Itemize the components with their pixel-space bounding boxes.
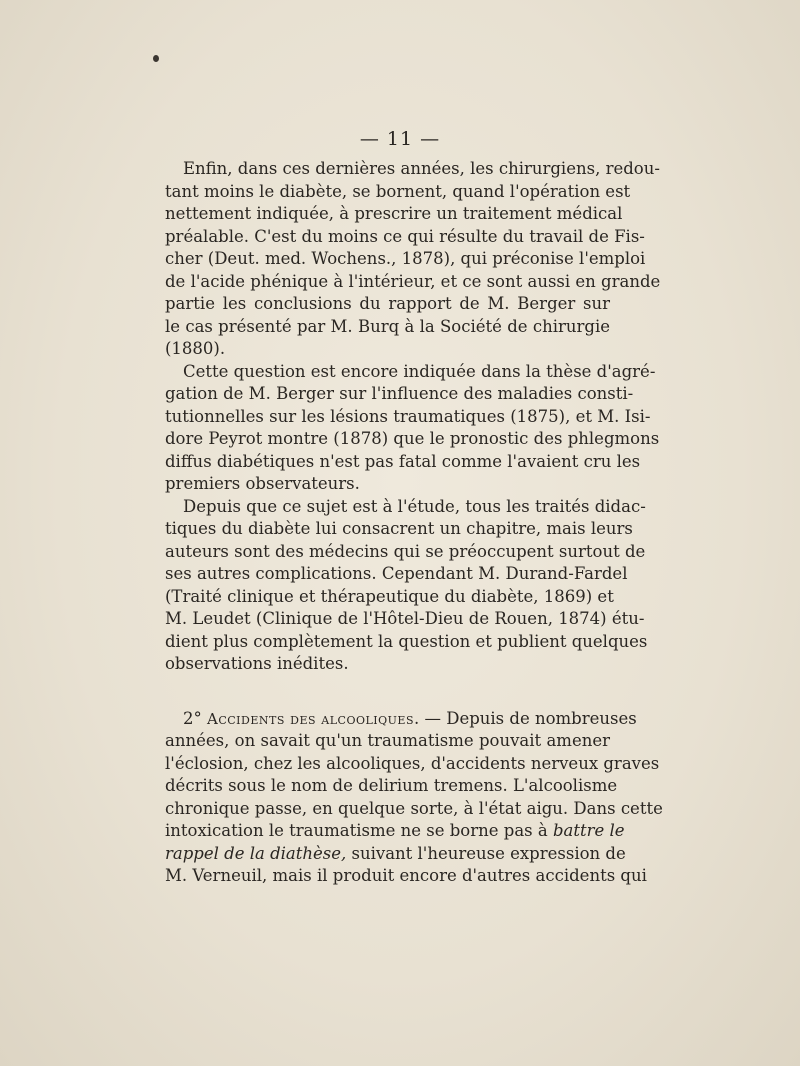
- text-line: (Traité clinique et thérapeutique du diabète, 1869) et: [165, 587, 614, 606]
- text-line: dore Peyrot montre (1878) que le pronostic des phlegmons: [165, 429, 660, 448]
- text-line: M. Leudet (Clinique de l'Hôtel-Dieu de Rouen, 1874) étu-: [165, 609, 645, 628]
- text-line: tutionnelles sur les lésions traumatiques (1875), et M. Isi-: [165, 407, 651, 426]
- section-number: 2°: [183, 709, 202, 728]
- text-line: premiers observateurs.: [165, 474, 360, 493]
- text-line: le cas présenté par M. Burq à la Société de chirurgie: [165, 317, 610, 336]
- section-heading-continuation: . — Depuis de nombreuses: [413, 709, 637, 728]
- text-line: dient plus complètement la question et publient quelques: [165, 632, 648, 651]
- page-number: — 11 —: [359, 128, 441, 150]
- ink-spot: [153, 55, 159, 62]
- text-line: Depuis que ce sujet est à l'étude, tous les traités didac-: [183, 497, 646, 516]
- text-line: partie les conclusions du rapport de M. Berger sur: [165, 294, 610, 313]
- italic-phrase: battre le: [552, 821, 625, 840]
- text-line: tiques du diabète lui consacrent un chapitre, mais leurs: [165, 519, 633, 538]
- text-line: diffus diabétiques n'est pas fatal comme l'avaient cru les: [165, 452, 641, 471]
- text-line: années, on savait qu'un traumatisme pouvait amener: [165, 731, 610, 750]
- text-segment: intoxication le traumatisme ne se borne pas à: [165, 821, 548, 840]
- section-heading-line: [165, 708, 637, 730]
- text-line: Enfin, dans ces dernières années, les chirurgiens, redou-: [183, 159, 660, 178]
- text-line: Cette question est encore indiquée dans la thèse d'agré-: [183, 362, 656, 381]
- text-line: (1880).: [165, 339, 226, 358]
- text-line: gation de M. Berger sur l'influence des maladies consti-: [165, 384, 634, 403]
- text-line: auteurs sont des médecins qui se préoccupent surtout de: [165, 542, 646, 561]
- text-line: chronique passe, en quelque sorte, à l'état aigu. Dans cette: [165, 799, 663, 818]
- text-line-with-italic: [165, 843, 626, 865]
- text-line: tant moins le diabète, se bornent, quand l'opération est: [165, 182, 631, 201]
- text-line: décrits sous le nom de delirium tremens. L'alcoolisme: [165, 776, 618, 795]
- section-heading: Accidents des alcooliques: [207, 710, 414, 728]
- text-line: cher (Deut. med. Wochens., 1878), qui préconise l'emploi: [165, 249, 646, 268]
- text-segment: suivant l'heureuse expression de: [346, 844, 626, 863]
- text-line-with-italic: [165, 820, 625, 842]
- text-line: préalable. C'est du moins ce qui résulte du travail de Fis-: [165, 227, 645, 246]
- text-line: l'éclosion, chez les alcooliques, d'accidents nerveux graves: [165, 754, 660, 773]
- text-line: observations inédites.: [165, 654, 349, 673]
- text-line: M. Verneuil, mais il produit encore d'autres accidents qui: [165, 866, 647, 885]
- text-line: de l'acide phénique à l'intérieur, et ce sont aussi en grande: [165, 272, 661, 291]
- text-line: ses autres complications. Cependant M. Durand-Fardel: [165, 564, 628, 583]
- italic-phrase: rappel de la diathèse,: [165, 844, 347, 863]
- text-line: nettement indiquée, à prescrire un traitement médical: [165, 204, 623, 223]
